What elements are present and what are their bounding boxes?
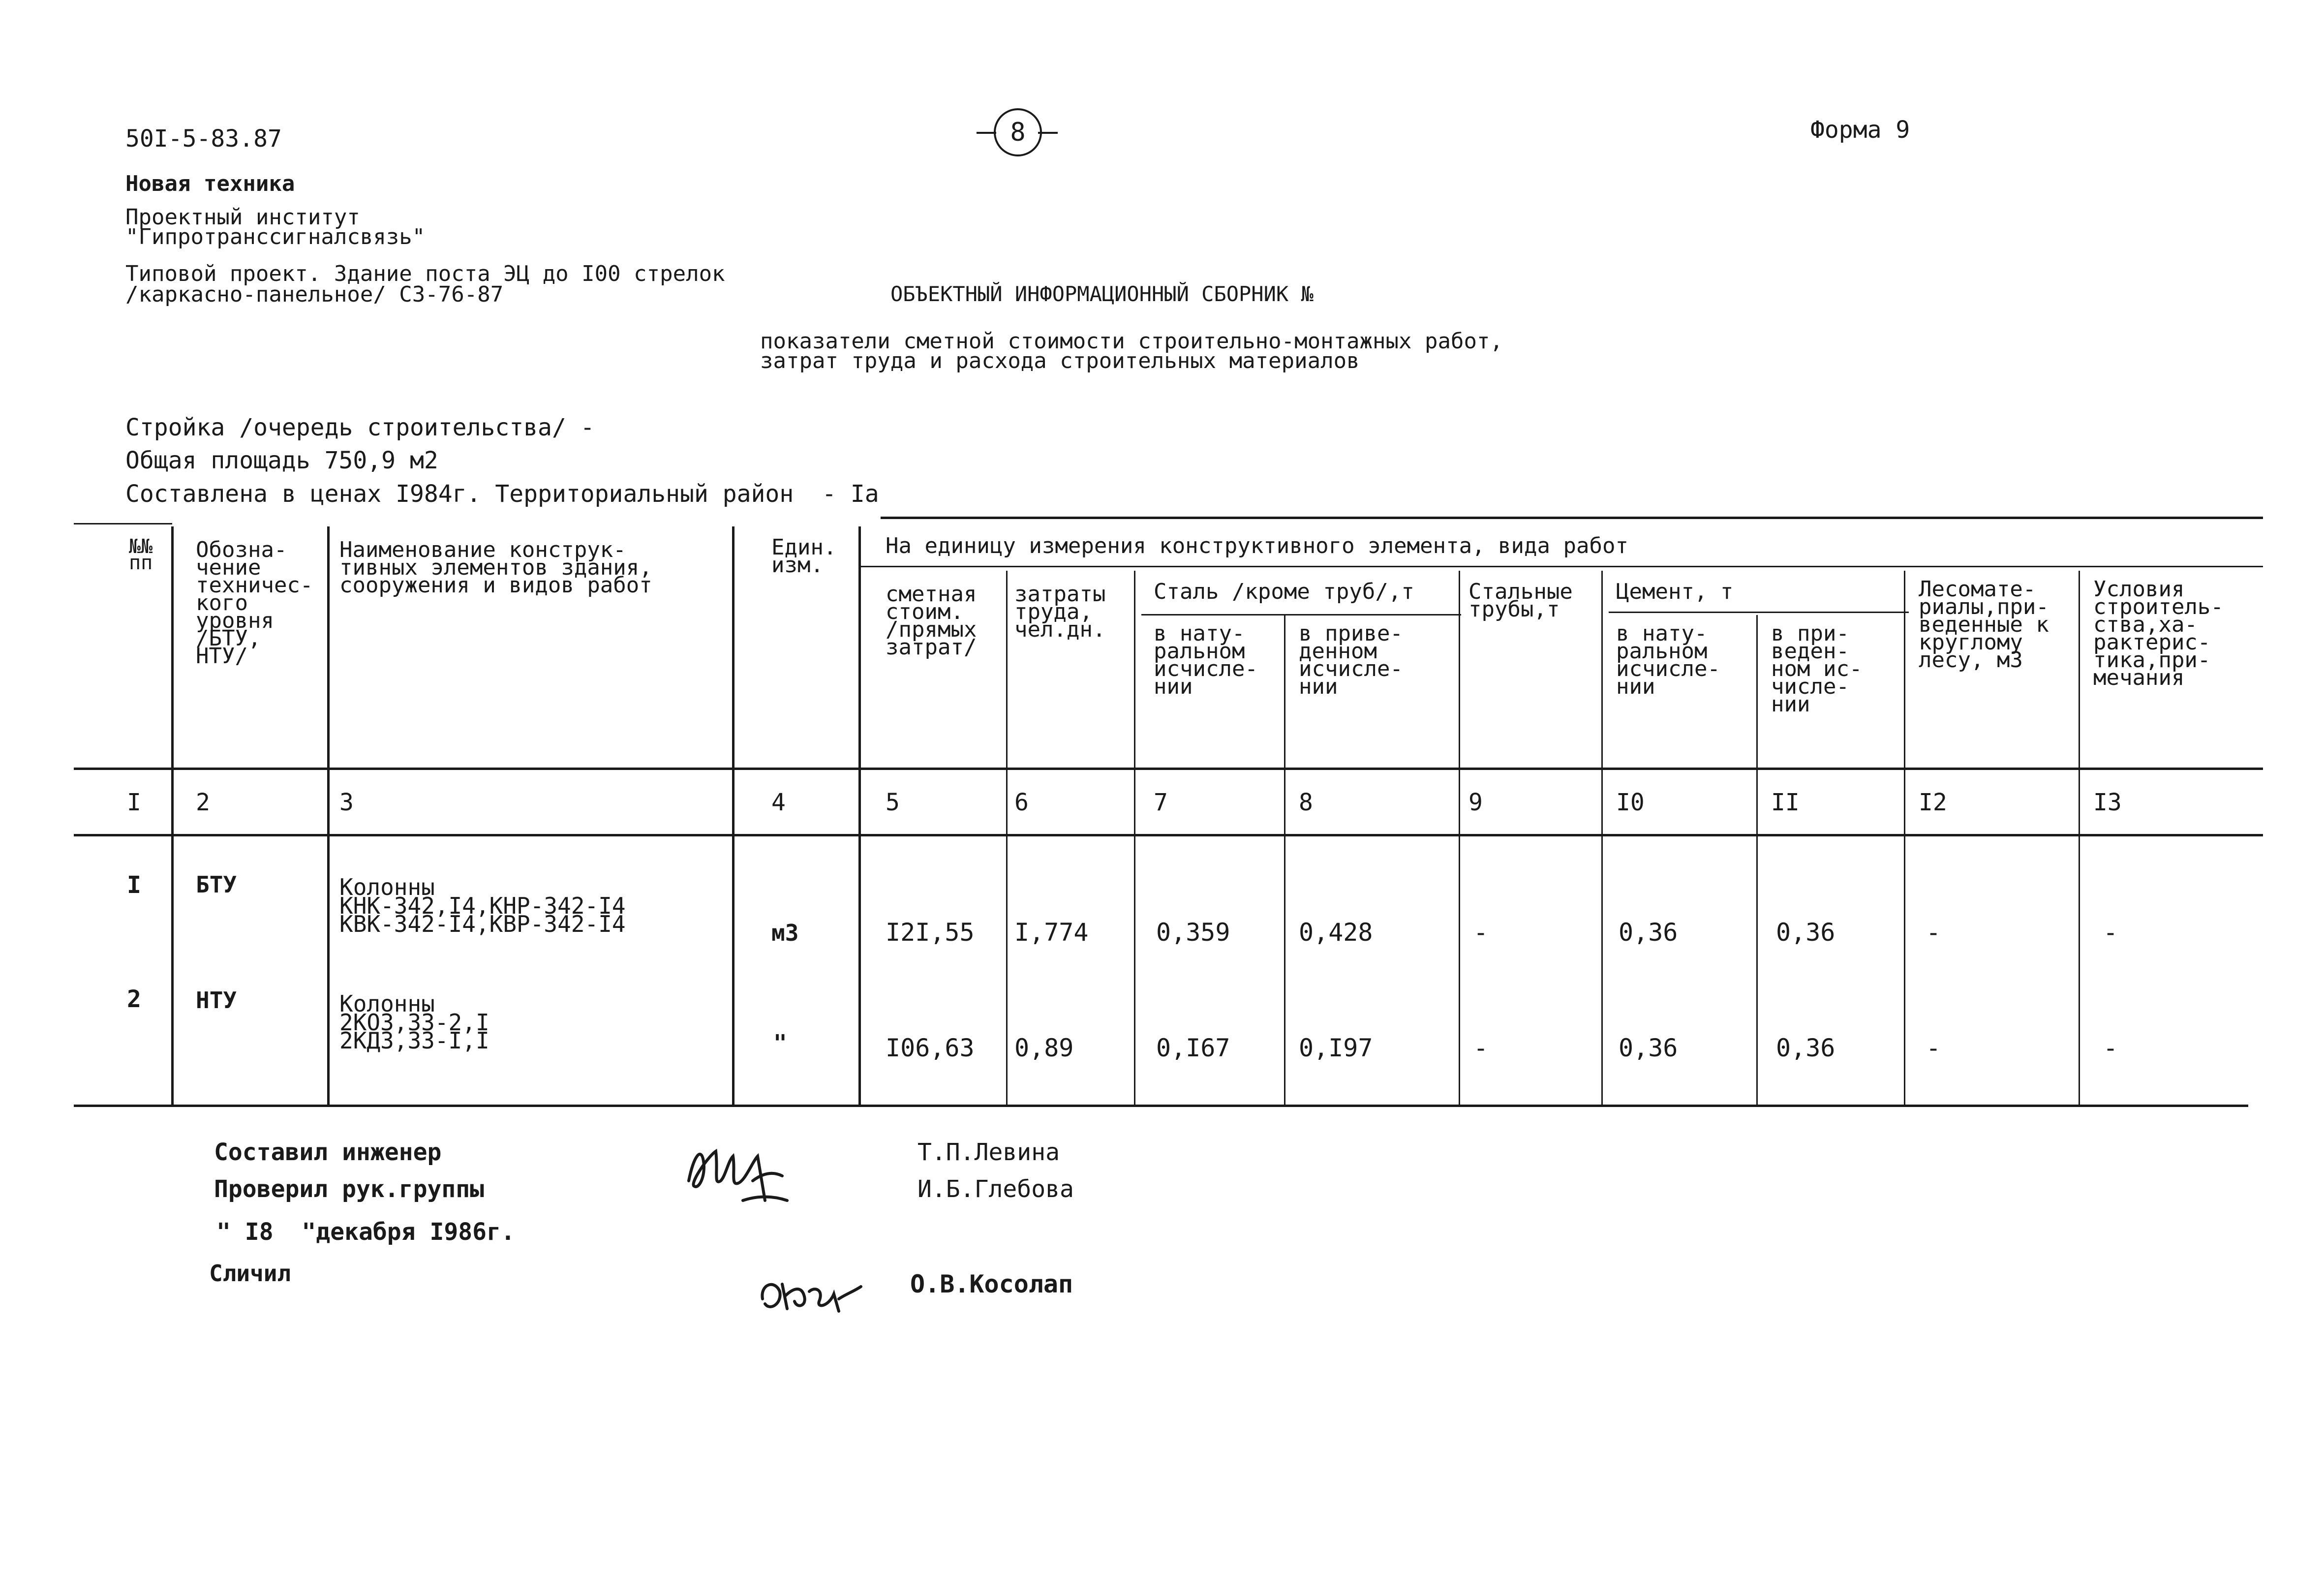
row-cost: I06,63 bbox=[886, 1034, 975, 1062]
col-divider-1 bbox=[171, 526, 174, 1105]
category: Новая техника bbox=[125, 171, 295, 196]
header-designation: Обозна- чение техничес- кого уровня /БТУ, НТУ/ bbox=[196, 537, 313, 669]
header-bottom-border bbox=[74, 768, 2263, 770]
signature-compiled-checked bbox=[679, 1127, 826, 1225]
col-divider-4 bbox=[858, 526, 861, 1105]
row-labor: I,774 bbox=[1014, 918, 1089, 947]
column-number: 7 bbox=[1154, 789, 1168, 816]
col-divider-8 bbox=[1459, 571, 1460, 1105]
column-number: II bbox=[1771, 789, 1800, 816]
col-divider-5 bbox=[1006, 571, 1008, 1105]
header-steel-pipes: Стальные трубы,т bbox=[1468, 579, 1573, 622]
row-lumber: - bbox=[1926, 1034, 1941, 1062]
row-name: Колонны 2КОЗ,33-2,I 2КДЗ,33-I,I bbox=[339, 990, 489, 1054]
column-numbers-bottom-border bbox=[74, 834, 2263, 836]
row-cement-natural: 0,36 bbox=[1619, 918, 1678, 947]
total-area-line: Общая площадь 750,9 м2 bbox=[125, 447, 438, 474]
col-divider-9 bbox=[1601, 571, 1603, 1105]
col-divider-6 bbox=[1134, 571, 1135, 1105]
institute-line2: "Гипротранссигналсвязь" bbox=[125, 224, 426, 249]
subtitle-line1: показатели сметной стоимости строительно-монтажных работ, bbox=[760, 329, 1503, 354]
header-steel-group: Сталь /кроме труб/,т bbox=[1154, 579, 1414, 604]
row-cement-reduced: 0,36 bbox=[1776, 918, 1835, 947]
date-line: " I8 "декабря I986г. bbox=[216, 1218, 515, 1246]
institute-line1: Проектный институт bbox=[125, 205, 360, 230]
column-number: 4 bbox=[771, 789, 786, 816]
col-divider-11 bbox=[1904, 571, 1905, 1105]
table-bottom-border bbox=[74, 1105, 2248, 1107]
header-steel-reduced: в приве- денном исчисле- нии bbox=[1299, 621, 1403, 700]
header-cement-reduced: в при- веден- ном ис- числе- нии bbox=[1771, 621, 1863, 717]
column-number: I2 bbox=[1919, 789, 1947, 816]
group-header-divider bbox=[861, 566, 2263, 567]
column-number: 9 bbox=[1468, 789, 1483, 816]
page-number-dash-right bbox=[1038, 132, 1058, 134]
col-divider-2 bbox=[327, 526, 330, 1105]
row-cost: I2I,55 bbox=[886, 918, 975, 947]
prices-line: Составлена в ценах I984г. Территориальный район - Iа bbox=[125, 480, 879, 508]
project-line1: Типовой проект. Здание поста ЭЦ до I00 стрелок bbox=[125, 261, 725, 286]
row-lumber: - bbox=[1926, 918, 1941, 947]
subgroup-divider-cement bbox=[1609, 612, 1909, 613]
row-cement-natural: 0,36 bbox=[1619, 1034, 1678, 1062]
page-number-dash-left bbox=[977, 132, 996, 134]
column-number: 5 bbox=[886, 789, 900, 816]
construction-line: Стройка /очередь строительства/ - bbox=[125, 414, 595, 441]
row-unit: " bbox=[773, 1030, 787, 1056]
row-num: I bbox=[127, 871, 141, 899]
collection-title: ОБЪЕКТНЫЙ ИНФОРМАЦИОННЫЙ СБОРНИК № bbox=[890, 282, 1314, 306]
col-divider-7 bbox=[1284, 615, 1285, 1105]
row-steel-pipes: - bbox=[1473, 1034, 1489, 1062]
col-divider-10 bbox=[1756, 615, 1758, 1105]
row-steel-natural: 0,359 bbox=[1156, 918, 1230, 947]
signature-verified bbox=[755, 1264, 868, 1323]
row-num: 2 bbox=[127, 985, 141, 1013]
header-group-per-unit: На единицу измерения конструктивного элемента, вида работ bbox=[886, 533, 1628, 558]
column-number: 8 bbox=[1299, 789, 1313, 816]
compiled-name: Т.П.Левина bbox=[917, 1138, 1060, 1166]
row-cement-reduced: 0,36 bbox=[1776, 1034, 1835, 1062]
row-steel-natural: 0,I67 bbox=[1156, 1034, 1230, 1062]
doc-code: 50I-5-83.87 bbox=[125, 125, 282, 153]
header-conditions: Условия строитель- ства,ха- рактерис- тика,при- мечания bbox=[2093, 577, 2224, 691]
header-lumber: Лесомате- риалы,при- веденные к круглому лесу, м3 bbox=[1919, 577, 2049, 673]
header-steel-natural: в нату- ральном исчисле- нии bbox=[1154, 621, 1258, 700]
table-top-border bbox=[881, 517, 2263, 519]
project-line2: /каркасно-панельное/ СЗ-76-87 bbox=[125, 282, 504, 307]
header-labor: затраты труда, чел.дн. bbox=[1014, 582, 1106, 643]
row-steel-pipes: - bbox=[1473, 918, 1489, 947]
header-cost: сметная стоим. /прямых затрат/ bbox=[886, 582, 977, 660]
row-steel-reduced: 0,I97 bbox=[1299, 1034, 1373, 1062]
column-number: I bbox=[127, 789, 141, 816]
row-conditions: - bbox=[2103, 1034, 2118, 1062]
row-labor: 0,89 bbox=[1014, 1034, 1074, 1062]
row-unit: м3 bbox=[771, 920, 799, 946]
column-number: 2 bbox=[196, 789, 210, 816]
form-label: Форма 9 bbox=[1810, 116, 1910, 144]
header-unit: Един. изм. bbox=[771, 535, 837, 578]
header-cement-group: Цемент, т bbox=[1616, 579, 1734, 604]
subtitle-line2: затрат труда и расхода строительных материалов bbox=[760, 348, 1360, 373]
page-number: 8 bbox=[994, 108, 1042, 156]
subgroup-divider-steel bbox=[1141, 614, 1461, 615]
row-conditions: - bbox=[2103, 918, 2118, 947]
checked-label: Проверил рук.группы bbox=[214, 1175, 485, 1203]
checked-name: И.Б.Глебова bbox=[917, 1175, 1074, 1203]
col-divider-12 bbox=[2079, 571, 2080, 1105]
column-number: 3 bbox=[339, 789, 354, 816]
verified-label: Сличил bbox=[209, 1260, 291, 1287]
column-number: I0 bbox=[1616, 789, 1645, 816]
table-top-border-left bbox=[74, 523, 172, 524]
verified-name: О.В.Косолап bbox=[910, 1270, 1073, 1298]
row-name: Колонны КНК-342,I4,КНР-342-I4 КВК-342-I4,КВР-342-I4 bbox=[339, 874, 626, 938]
col-divider-3 bbox=[732, 526, 734, 1105]
compiled-label: Составил инженер bbox=[214, 1138, 442, 1166]
header-name: Наименование конструк- тивных элементов здания, сооружения и видов работ bbox=[339, 537, 652, 598]
row-designation: БТУ bbox=[196, 871, 237, 898]
row-steel-reduced: 0,428 bbox=[1299, 918, 1373, 947]
header-num: №№ пп bbox=[129, 535, 153, 574]
column-number: 6 bbox=[1014, 789, 1029, 816]
row-designation: НТУ bbox=[196, 987, 237, 1014]
column-number: I3 bbox=[2093, 789, 2122, 816]
header-cement-natural: в нату- ральном исчисле- нии bbox=[1616, 621, 1720, 700]
